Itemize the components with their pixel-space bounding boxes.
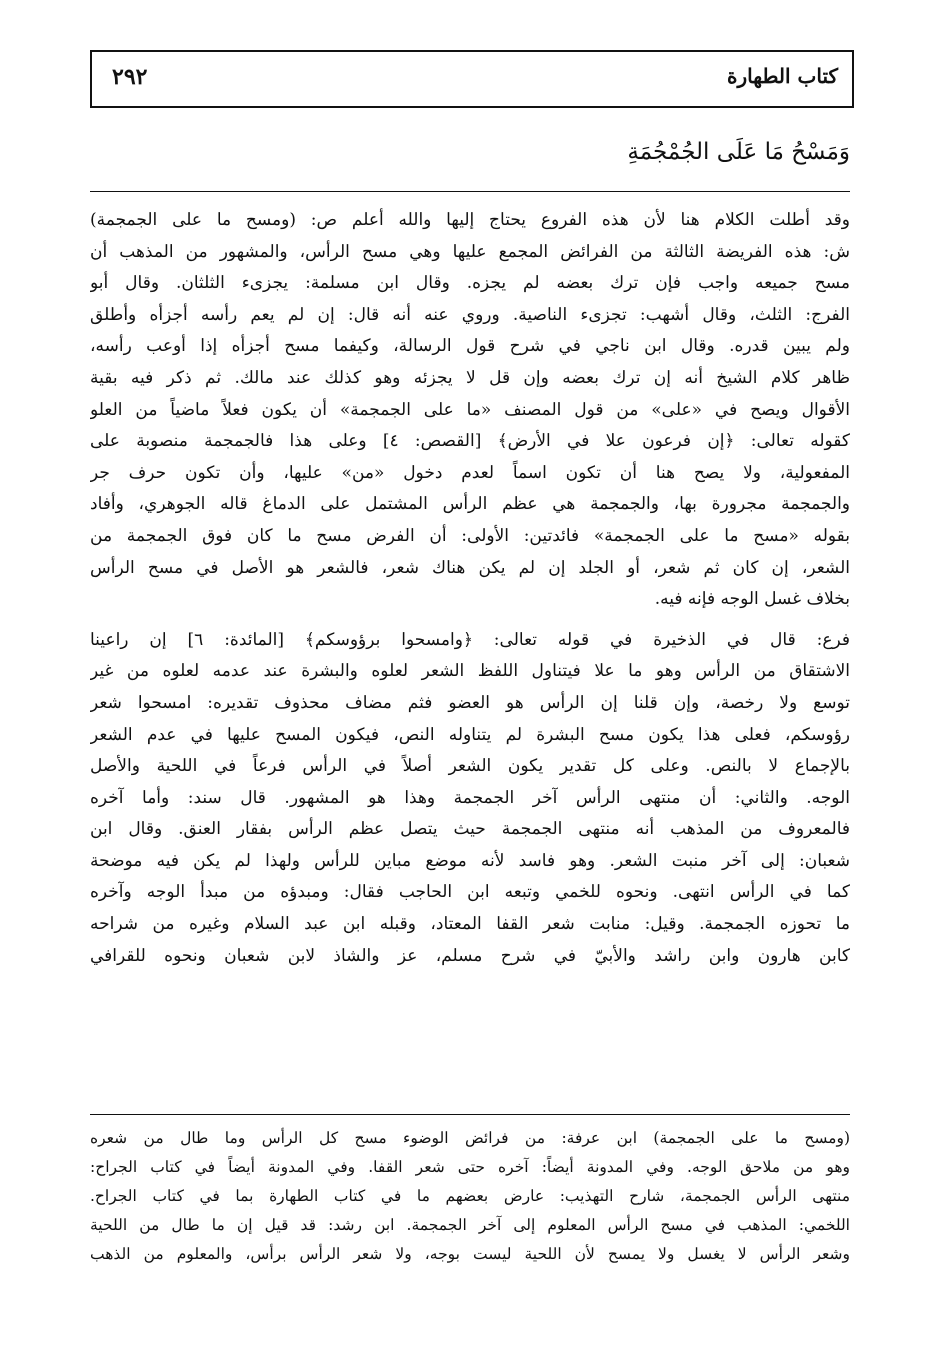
running-header [90,50,854,108]
text-line: شعبان: إلى آخر منبت الشعر. وهو فاسد لأنه موضع مباين للرأس ولهذا لم يكن فيه موضحة [90,850,850,871]
footnotes [90,1124,850,1269]
text-line: رؤوسكم، فعلى هذا يكون مسح البشرة لم يتناوله النص، فيكون المسح عليها في عدم الشعر [90,724,850,745]
text-line: ما تحوزه الجمجمة. وقيل: منابت شعر القفا المعتاد، وقبله ابن عبد السلام وغيره من شراحه [90,914,850,935]
footnote-divider [90,1114,850,1115]
footnote-line: منتهى الرأس الجمجمة، شارح التهذيب: عارض بعضهم ما في كتاب الطهارة بما في كتاب الجراح. [90,1187,850,1205]
text-line: وقد أطلت الكلام هنا لأن هذه الفروع يحتاج إليها والله أعلم ص: (ومسح ما على الجمجمة) [90,210,850,230]
text-line: المفعولية، ولا يصح هنا أن تكون اسماً لعدم دخول «من» عليها، وأن تكون حرف جر [90,462,850,483]
footnote-line: (ومسح ما على الجمجمة) ابن عرفة: من فرائض الوضوء مسح كل الرأس وما طال من شعره [90,1129,850,1147]
text-line: الفرج: الثلث، وقال أشهب: تجزىء الناصية. وروي عنه أنه قال: إن لم يعم رأسه أجزأه وأطلق [90,304,850,325]
text-line: مسح جميعه واجب فإن ترك بعضه لم يجزه. وقال ابن مسلمة: يجزىء الثلثان. وقال أبو [90,273,850,294]
commentary-body [90,205,850,972]
text-line: كما في الرأس انتهى. ونحوه للخمي وتبعه ابن الحاجب فقال: ومبدؤه من مبدأ الوجه وآخره [90,882,850,903]
text-line: بقوله «مسح ما على الجمجمة» فائدتين: الأولى: أن الفرض مسح ما كان فوق الجمجمة من [90,525,850,546]
text-line: بالإجماع لا بالنص. وعلى كل تقدير يكون الشعر أصلاً في الرأس فرعاً في اللحية والأصل [90,756,850,777]
text-line: كقوله تعالى: ﴿إن فرعون علا في الأرض﴾ [القصص: ٤] وعلى هذا فالجمجمة منصوبة على [90,431,850,452]
page-number: ٢٩٢ [112,64,148,90]
chapter-title: كتاب الطهارة [727,64,838,88]
text-line: ولم يبين قدره. وقال ابن ناجي في شرح قول الرسالة، وكيفما مسح أجزأه إذا أوعب رأسه، [90,336,850,357]
text-line: ظاهر كلام الشيخ أنه إن ترك بعضه وإن قل لا يجزئه وهو كذلك عند مالك. ثم ذكر فيه بقية [90,367,850,388]
text-line: توسع ولا رخصة، وإن قلنا إن الرأس هو العضو فثم مضاف محذوف تقديره: امسحوا شعر [90,692,850,713]
footnote-line: وهو من ملاحق الوجه. وفي المدونة أيضاً: آخره حتى شعر القفا. وفي المدونة أيضاً في كتاب الجراح: [90,1158,850,1176]
text-line: فالمعروف من المذهب أنه منتهى الجمجمة حيث يتصل عظم الرأس بفقار العنق. وقال ابن [90,819,850,840]
text-line: الوجه. والثاني: أن منتهى الرأس آخر الجمجمة وهذا هو المشهور. قال سند: وأما آخره [90,787,850,808]
text-line: والجمجمة مجرورة بها، والجمجمة هي عظم الرأس المشتمل على الدماغ قاله الجوهري، وأفاد [90,494,850,515]
text-line: الأقوال ويصح في «على» من قول المصنف «ما على الجمجمة» أن يكون فعلاً ماضياً من العلو [90,399,850,420]
text-line: فرع: قال في الذخيرة في قوله تعالى: ﴿وامسحوا برؤوسكم﴾ [المائدة: ٦] إن راعينا [90,629,850,650]
text-line: كابن هارون وابن راشد والأبيّ في شرح مسلم، عز والشاذ لابن شعبان ونحوه للقرافي [90,945,850,966]
footnote-line: اللخمي: المذهب في مسح الرأس المعلوم إلى آخر الجمجمة. ابن رشد: قد قيل إن ما طال من اللحية [90,1216,850,1234]
text-line: الشعر، إن كان ثم شعر، أو الجلد إن لم يكن هناك شعر، فالشعر هو الأصل في مسح الرأس [90,557,850,578]
paragraph-gap [90,616,850,625]
footnote-line: وشعر الرأس لا يغسل ولا يمسح لأن اللحية ليست بوجه، ولا شعر الرأس برأس، والمعلوم من الذهب [90,1245,850,1263]
text-line: ش: هذه الفريضة الثالثة من الفرائض المجمع عليها وهي مسح الرأس، والمشهور من المذهب أن [90,241,850,262]
matn-divider [90,191,850,192]
matn-text: وَمَسْحُ مَا عَلَى الجُمْجُمَةِ [627,139,850,165]
text-line: الاشتقاق من الرأس وهو ما علا فيتناول اللفظ الشعر لعلوه والبشرة عند عدمه لعلوه من غير [90,661,850,682]
text-line: بخلاف غسل الوجه فإنه فيه. [654,589,850,610]
